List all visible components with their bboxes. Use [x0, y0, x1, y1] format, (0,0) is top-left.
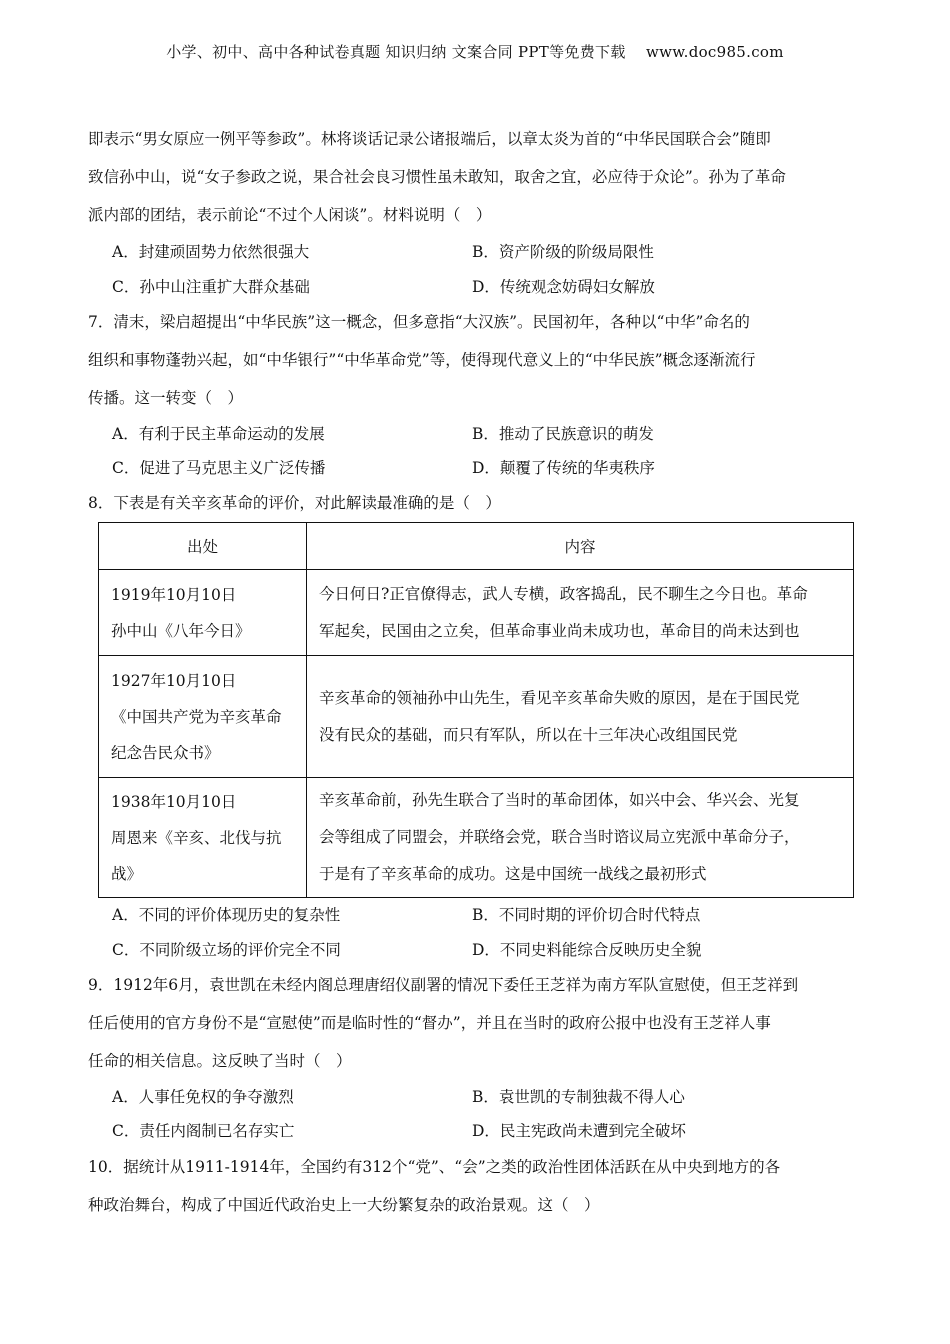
- q10-line-2: 种政治舞台，构成了中国近代政治史上一大纷繁复杂的政治景观。这（ ）: [88, 1196, 600, 1214]
- content-line: 辛亥革命前，孙先生联合了当时的革命团体，如兴中会、华兴会、光复: [319, 791, 800, 809]
- q7-option-b: B．推动了民族意识的萌发: [472, 425, 654, 443]
- q8-option-b: B．不同时期的评价切合时代特点: [472, 906, 701, 924]
- source-line: 1938年10月10日: [111, 792, 237, 811]
- content-line: 会等组成了同盟会，并联络会党，联合当时谘议局立宪派中革命分子，: [319, 828, 800, 846]
- content-line: 军起矣，民国由之立矣，但革命事业尚未成功也，革命目的尚未达到也: [319, 621, 800, 640]
- row-source: [99, 656, 307, 778]
- source-line: 周恩来《辛亥、北伐与抗: [111, 828, 282, 847]
- row-content: [307, 778, 854, 898]
- q9-line-1: 9．1912年6月，袁世凯在未经内阁总理唐绍仪副署的情况下委任王芝祥为南方军队宣慰使，但王芝祥到: [88, 976, 799, 994]
- row-source: [99, 570, 307, 656]
- q7-line-2: 组织和事物蓬勃兴起，如“中华银行”“中华革命党”等，使得现代意义上的“中华民族”概念逐渐流行: [88, 351, 756, 369]
- q8-option-d: D．不同史料能综合反映历史全貌: [472, 941, 702, 959]
- source-line: 《中国共产党为辛亥革命: [111, 707, 282, 726]
- source-line: 1919年10月10日: [111, 585, 237, 604]
- q9-option-a: A．人事任免权的争夺激烈: [112, 1088, 294, 1106]
- table-row: [99, 570, 854, 656]
- q9-line-2: 任后使用的官方身份不是“宣慰使”而是临时性的“督办”，并且在当时的政府公报中也没有王芝祥人事: [88, 1014, 771, 1032]
- table-header-row: [99, 523, 854, 570]
- q9-option-c: C．责任内阁制已名存实亡: [112, 1122, 295, 1140]
- source-line: 纪念告民众书》: [111, 743, 220, 762]
- row-source: [99, 778, 307, 898]
- q6-option-a: A．封建顽固势力依然很强大: [112, 243, 310, 261]
- q6-option-b: B．资产阶级的阶级局限性: [472, 243, 654, 261]
- content-line: 于是有了辛亥革命的成功。这是中国统一战线之最初形式: [319, 865, 707, 883]
- q8-stem: 8．下表是有关辛亥革命的评价，对此解读最准确的是（ ）: [88, 494, 501, 512]
- content-line: 没有民众的基础，而只有军队，所以在十三年决心改组国民党: [319, 725, 738, 744]
- table-row: [99, 656, 854, 778]
- q7-option-a: A．有利于民主革命运动的发展: [112, 425, 325, 443]
- q7-line-3: 传播。这一转变（ ）: [88, 389, 244, 407]
- page-header: 小学、初中、高中各种试卷真题 知识归纳 文案合同 PPT等免费下载 www.doc985.com: [166, 43, 784, 61]
- source-line: 孙中山《八年今日》: [111, 621, 251, 640]
- content-line: 今日何日?正官僚得志，武人专横，政客捣乱，民不聊生之今日也。革命: [319, 584, 808, 603]
- q6-line-2: 致信孙中山，说“女子参政之说，果合社会良习惯性虽未敢知，取舍之宜，必应待于众论”。孙为了革命: [88, 168, 786, 186]
- source-line: 1927年10月10日: [111, 671, 237, 690]
- q7-line-1: 7．清末，梁启超提出“中华民族”这一概念，但多意指“大汉族”。民国初年，各种以“中华”命名的: [88, 313, 750, 331]
- table-row: [99, 778, 854, 898]
- q7-option-d: D．颠覆了传统的华夷秩序: [472, 459, 655, 477]
- row-content: [307, 570, 854, 656]
- q6-line-3: 派内部的团结，表示前论“不过个人闲谈”。材料说明（ ）: [88, 206, 492, 224]
- q10-line-1: 10．据统计从1911-1914年，全国约有312个“党”、“会”之类的政治性团体活跃在从中央到地方的各: [88, 1158, 781, 1176]
- q9-option-b: B．袁世凯的专制独裁不得人心: [472, 1088, 685, 1106]
- q9-line-3: 任命的相关信息。这反映了当时（ ）: [88, 1052, 352, 1070]
- header-source: 出处: [99, 523, 307, 570]
- source-line: 战》: [111, 864, 143, 883]
- row-content: [307, 656, 854, 778]
- content-line: 辛亥革命的领袖孙中山先生，看见辛亥革命失败的原因，是在于国民党: [319, 688, 800, 707]
- q7-option-c: C．促进了马克思主义广泛传播: [112, 459, 326, 477]
- q9-option-d: D．民主宪政尚未遭到完全破坏: [472, 1122, 686, 1140]
- q8-option-c: C．不同阶级立场的评价完全不同: [112, 941, 341, 959]
- header-content: 内容: [307, 523, 854, 570]
- q6-option-c: C．孙中山注重扩大群众基础: [112, 278, 310, 296]
- evaluation-table: [98, 522, 854, 898]
- q6-line-1: 即表示“男女原应一例平等参政”。林将谈话记录公诸报端后，以章太炎为首的“中华民国联合会”随即: [88, 130, 771, 148]
- q8-option-a: A．不同的评价体现历史的复杂性: [112, 906, 341, 924]
- q6-option-d: D．传统观念妨碍妇女解放: [472, 278, 655, 296]
